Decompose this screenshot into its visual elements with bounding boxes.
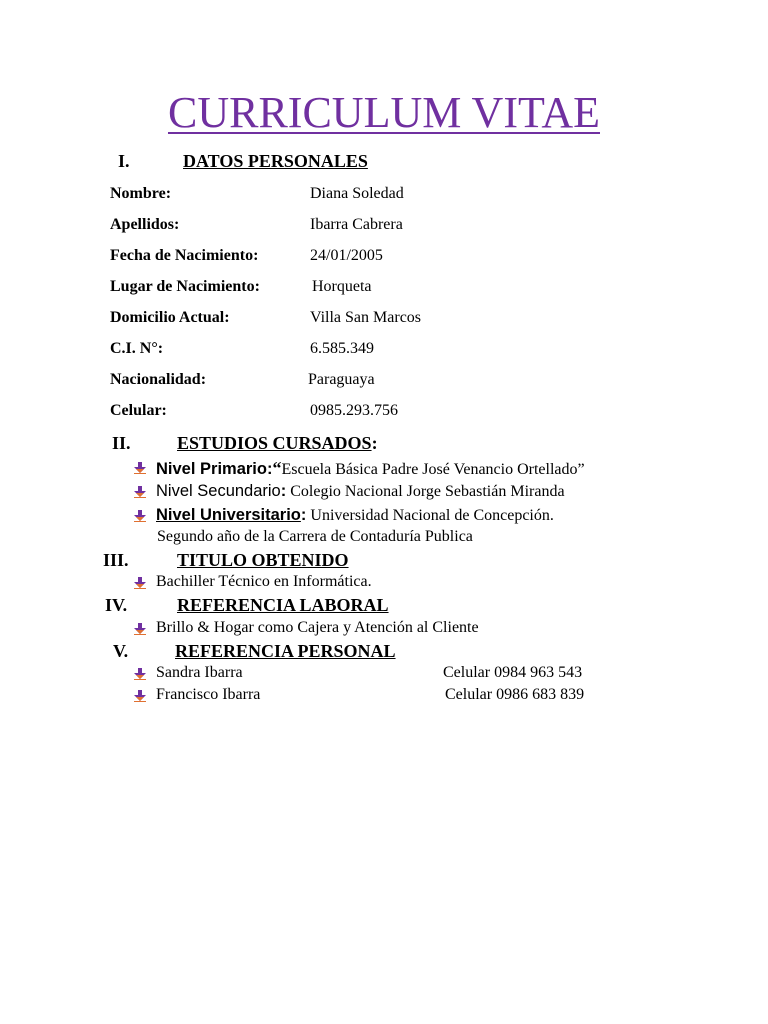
estudio-secundario-value: Colegio Nacional Jorge Sebastián Miranda bbox=[290, 483, 565, 500]
label-ci: C.I. N°: bbox=[110, 340, 164, 357]
estudio-secundario-label: Nivel Secundario bbox=[156, 482, 281, 500]
estudio-primario-label: Nivel Primario: bbox=[156, 460, 273, 478]
estudio-primario-value: Escuela Básica Padre José Venancio Ortellado” bbox=[281, 461, 585, 478]
section-number-i: I. bbox=[118, 151, 130, 171]
referencia-phone: Celular 0984 963 543 bbox=[443, 664, 583, 681]
value-fecha-nacimiento: 24/01/2005 bbox=[310, 247, 383, 264]
section-number-v: V. bbox=[113, 641, 129, 661]
document-title: CURRICULUM VITAE bbox=[167, 88, 600, 137]
value-lugar-nacimiento: Horqueta bbox=[312, 278, 372, 295]
section-title-estudios-cursados bbox=[177, 433, 378, 454]
arrow-down-bullet-icon bbox=[134, 668, 146, 680]
referencia-name: Francisco Ibarra bbox=[156, 686, 261, 703]
label-apellidos: Apellidos: bbox=[110, 216, 180, 233]
arrow-down-bullet-icon bbox=[134, 462, 146, 474]
arrow-down-bullet-icon bbox=[134, 486, 146, 498]
referencia-name: Sandra Ibarra bbox=[156, 664, 243, 681]
arrow-down-bullet-icon bbox=[134, 577, 146, 589]
value-nacionalidad: Paraguaya bbox=[308, 371, 375, 388]
estudio-universitario bbox=[148, 506, 554, 525]
section-title-referencia-laboral: REFERENCIA LABORAL bbox=[177, 595, 389, 615]
arrow-down-bullet-icon bbox=[134, 690, 146, 702]
value-apellidos: Ibarra Cabrera bbox=[310, 216, 403, 233]
section-number-iv: IV. bbox=[105, 595, 128, 615]
value-domicilio-actual: Villa San Marcos bbox=[310, 309, 422, 326]
estudio-universitario-colon: : bbox=[300, 506, 307, 524]
section-title-referencia-personal: REFERENCIA PERSONAL bbox=[175, 641, 396, 661]
label-nombre: Nombre: bbox=[110, 185, 172, 202]
arrow-down-bullet-icon bbox=[134, 623, 146, 635]
estudio-universitario-extra: Segundo año de la Carrera de Contaduría Publica bbox=[157, 528, 473, 545]
label-celular: Celular: bbox=[110, 402, 167, 419]
section-title-colon: : bbox=[371, 433, 378, 453]
estudio-secundario-colon: : bbox=[280, 482, 287, 500]
section-number-iii: III. bbox=[103, 550, 129, 570]
estudio-universitario-value: Universidad Nacional de Concepción. bbox=[310, 507, 554, 524]
referencia-phone: Celular 0986 683 839 bbox=[445, 686, 585, 703]
value-nombre: Diana Soledad bbox=[310, 185, 404, 202]
section-title-titulo-obtenido: TITULO OBTENIDO bbox=[177, 550, 349, 570]
label-fecha-nacimiento: Fecha de Nacimiento: bbox=[110, 247, 259, 264]
estudio-secundario bbox=[148, 482, 565, 501]
arrow-down-bullet-icon bbox=[134, 510, 146, 522]
label-lugar-nacimiento: Lugar de Nacimiento: bbox=[110, 278, 260, 295]
laboral-value: Brillo & Hogar como Cajera y Atención al Cliente bbox=[156, 619, 479, 636]
section-title-text: ESTUDIOS CURSADOS bbox=[177, 433, 372, 453]
value-ci: 6.585.349 bbox=[310, 340, 374, 357]
section-number-ii: II. bbox=[112, 433, 131, 453]
section-title-datos-personales: DATOS PERSONALES bbox=[183, 151, 368, 171]
titulo-value: Bachiller Técnico en Informática. bbox=[156, 573, 372, 590]
estudio-primario-quote: “ bbox=[272, 458, 282, 478]
value-celular: 0985.293.756 bbox=[310, 402, 398, 419]
label-domicilio-actual: Domicilio Actual: bbox=[110, 309, 230, 326]
estudio-primario bbox=[156, 458, 585, 479]
label-nacionalidad: Nacionalidad: bbox=[110, 371, 207, 388]
estudio-universitario-label: Nivel Universitario bbox=[156, 506, 301, 524]
